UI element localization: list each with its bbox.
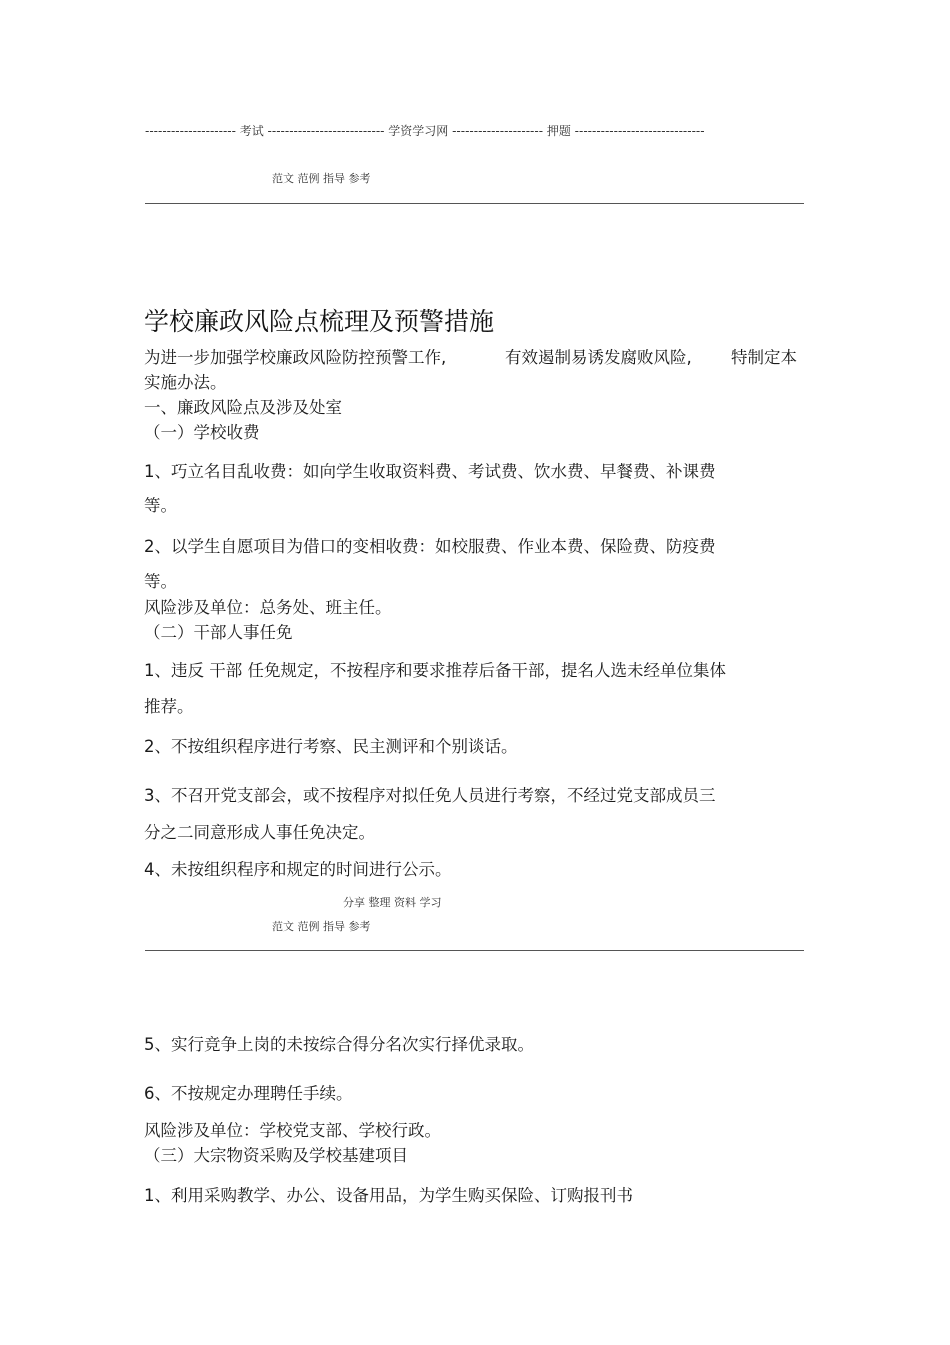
page-header-line: --------------------- 考试 --------------------------- 学资学习网 --------------------- 押题 ------------------------------ [145,124,705,138]
list-item-cont: 等。 [144,496,177,515]
list-item: 2、不按组织程序进行考察、民主测评和个别谈话。 [144,737,518,756]
list-item: 5、实行竞争上岗的未按综合得分名次实行择优录取。 [144,1035,534,1054]
page-footer-line1: 分享 整理 资料 学习 [343,896,442,909]
list-item: 1、违反 干部 任免规定，不按程序和要求推荐后备干部，提名人选未经单位集体 [144,661,726,680]
subsection-heading-1: （一）学校收费 [144,423,260,442]
page-footer-line2: 范文 范例 指导 参考 [272,920,371,933]
list-item-cont: 分之二同意形成人事任免决定。 [144,823,375,842]
document-title: 学校廉政风险点梳理及预警措施 [144,307,495,336]
intro-part1: 为进一步加强学校廉政风险防控预警工作, [144,348,447,367]
intro-part3: 特制定本 [731,348,797,367]
list-item: 6、不按规定办理聘任手续。 [144,1084,353,1103]
list-item-cont: 等。 [144,572,177,591]
list-item: 3、不召开党支部会，或不按程序对拟任免人员进行考察，不经过党支部成员三 [144,786,716,805]
list-item: 1、利用采购教学、办公、设备用品，为学生购买保险、订购报刊书 [144,1186,633,1205]
list-item: 1、巧立名目乱收费：如向学生收取资料费、考试费、饮水费、早餐费、补课费 [144,462,716,481]
list-item: 2、以学生自愿项目为借口的变相收费：如校服费、作业本费、保险费、防疫费 [144,537,716,556]
page-header-subtitle: 范文 范例 指导 参考 [272,172,371,185]
risk-unit-1: 风险涉及单位：总务处、班主任。 [144,598,392,617]
intro-line2: 实施办法。 [144,373,227,392]
footer-divider [145,950,804,951]
header-divider [145,203,804,204]
subsection-heading-3: （三）大宗物资采购及学校基建项目 [144,1146,408,1165]
intro-part2: 有效遏制易诱发腐败风险, [505,348,692,367]
section-heading-1: 一、廉政风险点及涉及处室 [144,398,342,417]
risk-unit-2: 风险涉及单位：学校党支部、学校行政。 [144,1121,441,1140]
subsection-heading-2: （二）干部人事任免 [144,623,293,642]
list-item-cont: 推荐。 [144,697,194,716]
list-item: 4、未按组织程序和规定的时间进行公示。 [144,860,452,879]
